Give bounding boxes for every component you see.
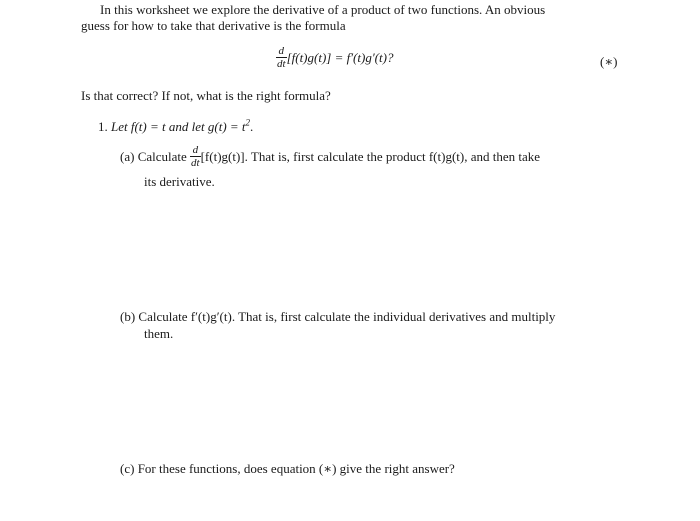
- part-b-label: (b): [120, 309, 136, 324]
- equation-tag: (∗): [600, 54, 618, 69]
- frac-numerator: d: [278, 45, 285, 57]
- part-a-line-2: its derivative.: [144, 174, 215, 189]
- question-text: Is that correct? If not, what is the right formula?: [81, 88, 331, 103]
- problem-number: 1.: [98, 119, 108, 134]
- display-equation: [276, 46, 393, 70]
- problem-1-exponent: 2: [245, 117, 251, 128]
- derivative-operator: [276, 46, 287, 70]
- problem-1-text: Let f(t) = t and let g(t) = t: [111, 119, 246, 134]
- frac-denominator: dt: [277, 58, 286, 70]
- part-c-text: For these functions, does equation (∗) give the right answer?: [137, 461, 455, 476]
- problem-1-period: .: [250, 119, 254, 134]
- part-b-text: Calculate f′(t)g′(t). That is, first calculate the individual derivatives and multiply: [138, 309, 556, 324]
- intro-line-1: In this worksheet we explore the derivative of a product of two functions. An obvious: [100, 2, 546, 17]
- part-a-derivative-operator: [190, 145, 201, 169]
- intro-line-2: guess for how to take that derivative is the formula: [81, 18, 346, 33]
- part-b: [120, 308, 555, 325]
- part-a-text: [f(t)g(t)]. That is, first calculate the product f(t)g(t), and then take: [200, 149, 541, 164]
- part-a-lead: Calculate: [137, 149, 187, 164]
- part-a: [120, 145, 540, 169]
- equation-body: [f(t)g(t)] = f′(t)g′(t)?: [286, 50, 394, 65]
- problem-1-statement: [98, 118, 253, 135]
- part-b-line-2: them.: [144, 326, 174, 341]
- part-c: [120, 460, 455, 477]
- part-a-frac-numerator: d: [192, 144, 199, 156]
- part-a-frac-denominator: dt: [191, 157, 200, 169]
- part-c-label: (c): [120, 461, 135, 476]
- part-a-label: (a): [120, 149, 135, 164]
